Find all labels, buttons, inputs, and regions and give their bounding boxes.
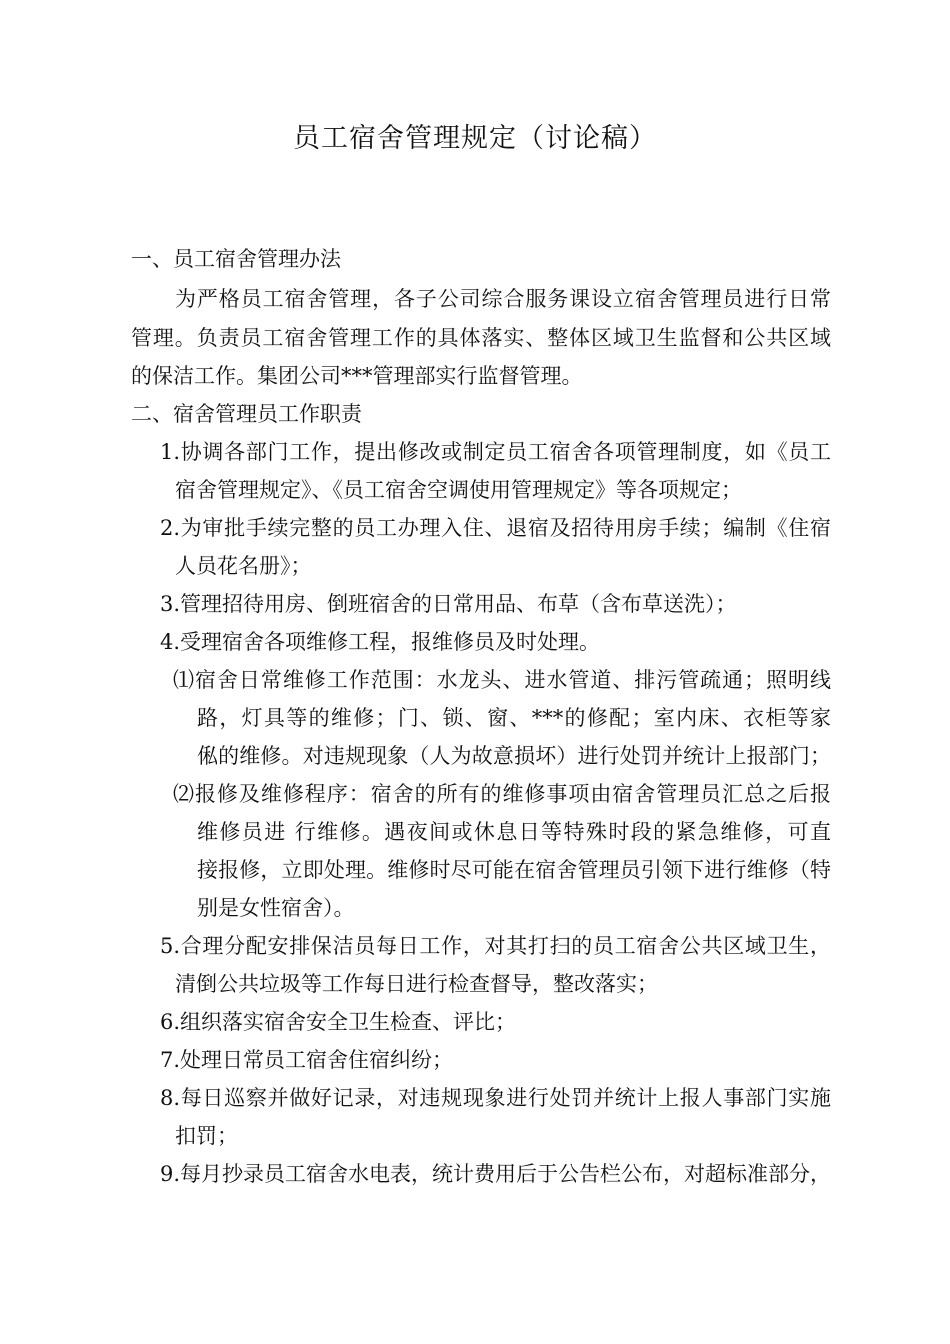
paragraph-line: 的保洁工作。集团公司***管理部实行监督管理。 — [131, 364, 583, 388]
list-item-line: 5.合理分配安排保洁员每日工作，对其打扫的员工宿舍公共区域卫生， — [160, 934, 831, 958]
paragraph-line: 为严格员工宿舍管理，各子公司综合服务课设立宿舍管理员进行日常 — [175, 287, 831, 311]
section-heading-2: 二、宿舍管理员工作职责 — [131, 402, 362, 426]
sub-item-line: ⑴宿舍日常维修工作范围：水龙头、进水管道、排污管疏通；照明线 — [173, 668, 831, 692]
list-item-line: 人员花名册》； — [175, 554, 312, 578]
paragraph-line: 管理。负责员工宿舍管理工作的具体落实、整体区域卫生监督和公共区域 — [131, 326, 831, 350]
sub-item-line: 维修员进 行维修。遇夜间或休息日等特殊时段的紧急维修，可直 — [197, 820, 831, 844]
list-item-line: 3.管理招待用房、倒班宿舍的日常用品、布草（含布草送洗）； — [160, 592, 737, 616]
sub-item-line: 路，灯具等的维修；门、锁、窗、***的修配；室内床、衣柜等家 — [197, 706, 831, 730]
list-item-line: 8.每日巡察并做好记录，对违规现象进行处罚并统计上报人事部门实施 — [160, 1086, 831, 1110]
list-item-line: 6.组织落实宿舍安全卫生检查、评比； — [160, 1010, 517, 1034]
list-item-line: 9.每月抄录员工宿舍水电表，统计费用后于公告栏公布，对超标准部分， — [160, 1162, 832, 1186]
document-title: 员工宿舍管理规定（讨论稿） — [293, 123, 657, 154]
section-heading-1: 一、员工宿舍管理办法 — [131, 247, 341, 271]
sub-item-line: 别是女性宿舍）。 — [197, 896, 355, 920]
list-item-line: 4.受理宿舍各项维修工程，报维修员及时处理。 — [160, 630, 601, 654]
list-item-line: 2.为审批手续完整的员工办理入住、退宿及招待用房手续；编制《住宿 — [160, 516, 831, 540]
sub-item-line: 俬的维修。对违规现象（人为故意损坏）进行处罚并统计上报部门； — [197, 744, 831, 768]
sub-item-line: ⑵报修及维修程序：宿舍的所有的维修事项由宿舍管理员汇总之后报 — [173, 782, 831, 806]
list-item-line: 扣罚； — [175, 1124, 238, 1148]
list-item-line: 1.协调各部门工作，提出修改或制定员工宿舍各项管理制度，如《员工 — [160, 440, 831, 464]
list-item-line: 宿舍管理规定》、《员工宿舍空调使用管理规定》等各项规定； — [175, 478, 742, 502]
sub-item-line: 接报修，立即处理。维修时尽可能在宿舍管理员引领下进行维修（特 — [197, 858, 831, 882]
list-item-line: 清倒公共垃圾等工作每日进行检查督导，整改落实； — [175, 972, 658, 996]
list-item-line: 7.处理日常员工宿舍住宿纠纷； — [160, 1048, 454, 1072]
